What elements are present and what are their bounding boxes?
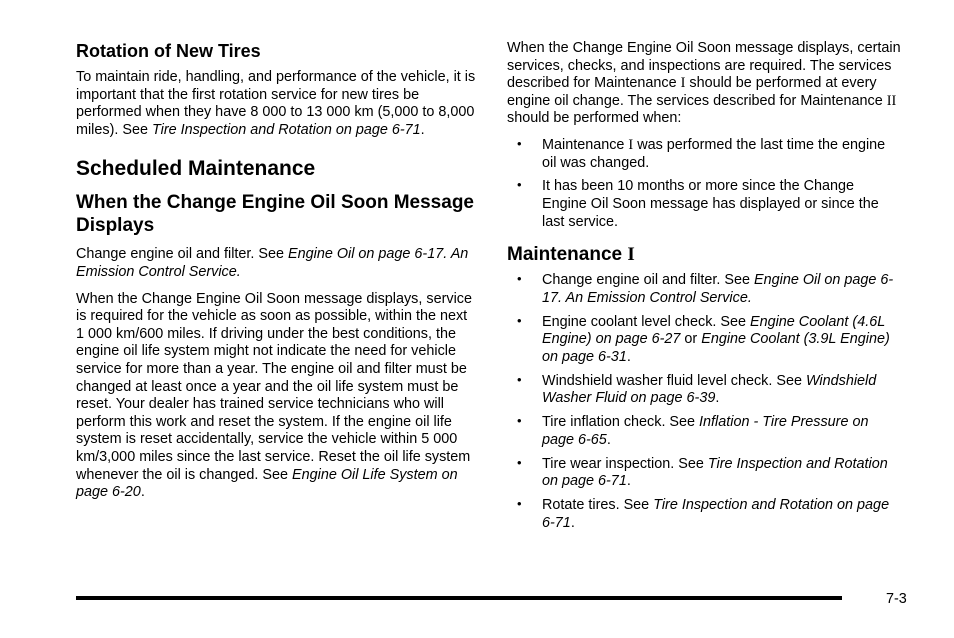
bullet-icon: • — [517, 312, 522, 328]
item-end: . — [570, 514, 575, 531]
bullet-icon: • — [517, 177, 522, 193]
list-item — [507, 314, 902, 367]
intro-c: should be performed when: — [507, 110, 682, 127]
maintenance-1-list — [507, 272, 902, 532]
bullet-icon: • — [517, 496, 522, 512]
list-item — [507, 497, 902, 532]
maintenance-1-heading — [507, 243, 902, 266]
rotation-ref-link[interactable]: Tire Inspection and Rotation on page 6-71 — [151, 121, 421, 138]
list-item — [507, 272, 902, 307]
list-item — [507, 178, 902, 231]
item-mid: or — [680, 331, 702, 348]
bullet-icon: • — [517, 454, 522, 470]
condition-text-b: was performed the last time the engine oil was changed. — [542, 136, 886, 171]
bullet-icon: • — [517, 271, 522, 287]
intro-a: When the Change Engine Oil Soon message displays, certain services, checks, and inspections are required. The services described for Maintenance — [507, 40, 901, 92]
oil-soon-p2 — [76, 291, 476, 502]
oil-soon-p1 — [76, 246, 476, 281]
rotation-body: To maintain ride, handling, and performance of the vehicle, it is important that the first rotation service for new tires be performed when they have 8 000 to 13 000 km (5,000 to 8,000 miles). See — [76, 69, 476, 138]
bullet-icon: • — [517, 135, 522, 151]
condition-text: It has been 10 months or more since the Change Engine Oil Soon message has displayed or since the last service. — [542, 178, 879, 230]
coolant-39-ref-link[interactable]: Engine Coolant (3.9L Engine) on page 6-31 — [542, 331, 890, 365]
item-text: Tire inflation check. See — [542, 414, 700, 431]
bullet-icon: • — [517, 413, 522, 429]
tire-pressure-ref-link[interactable]: Inflation - Tire Pressure on page 6-65 — [542, 414, 869, 448]
item-end: . — [606, 431, 611, 448]
oil-life-ref-link[interactable]: Engine Oil Life System on page 6-20 — [76, 466, 458, 501]
rotation-paragraph — [76, 69, 476, 139]
list-item — [507, 414, 902, 449]
rotation-heading: Rotation of New Tires — [76, 41, 261, 61]
oil-soon-p2-end: . — [140, 484, 145, 501]
bullet-icon: • — [517, 371, 522, 387]
washer-fluid-ref-link[interactable]: Windshield Washer Fluid on page 6-39 — [542, 372, 877, 407]
engine-oil-ref-link[interactable]: Engine Oil on page 6-17. An Emission Control Service. — [542, 272, 894, 306]
item-text: Rotate tires. See — [542, 497, 654, 514]
item-text: Engine coolant level check. See — [542, 313, 750, 330]
intro-roman-1: I — [680, 75, 686, 92]
intro-paragraph — [507, 40, 902, 128]
coolant-46-ref-link[interactable]: Engine Coolant (4.6L Engine) on page 6-27 — [542, 313, 885, 348]
oil-soon-heading: When the Change Engine Oil Soon Message Displays — [76, 192, 474, 237]
item-text: Windshield washer fluid level check. See — [542, 372, 806, 389]
list-item — [507, 373, 902, 408]
section-title: Scheduled Maintenance — [76, 157, 316, 181]
item-end: . — [715, 390, 720, 407]
engine-oil-ref-link[interactable]: Engine Oil on page 6-17. An Emission Control Service. — [76, 246, 469, 280]
condition-roman: I — [628, 136, 634, 153]
maintenance-1-roman: I — [627, 244, 635, 266]
rotation-end: . — [420, 121, 425, 138]
page-number: 7-3 — [886, 591, 907, 607]
intro-b: should be performed at every engine oil change. The services described for Maintenance — [507, 75, 887, 109]
maintenance-1-label: Maintenance — [507, 244, 628, 266]
conditions-list — [507, 137, 902, 231]
tire-rotation-ref-link[interactable]: Tire Inspection and Rotation on page 6-71 — [542, 497, 890, 531]
item-text: Change engine oil and filter. See — [542, 272, 755, 289]
item-text: Tire wear inspection. See — [542, 455, 708, 472]
intro-roman-2: II — [886, 92, 897, 109]
list-item — [507, 137, 902, 172]
right-column — [507, 40, 902, 539]
tire-rotation-ref-link[interactable]: Tire Inspection and Rotation on page 6-71 — [542, 455, 888, 490]
condition-text: Maintenance — [542, 136, 629, 153]
oil-soon-p1-text: Change engine oil and filter. See — [76, 246, 289, 263]
item-end: . — [626, 473, 631, 490]
footer-rule — [76, 596, 842, 600]
list-item — [507, 456, 902, 491]
item-end: . — [626, 348, 631, 365]
left-column — [76, 40, 476, 511]
oil-soon-p2-text: When the Change Engine Oil Soon message displays, service is required for the vehicle as soon as possible, within the next 1 000 km/600 miles. If driving under the best conditions, the engine oil life system might not indicate the need for vehicle service for more than a year. The engine oil and filter must be changed at least once a year and the oil life system must be reset. Your dealer has trained service technicians who will perform this work and reset the system. If the engine oil life system is reset accidentally, service the vehicle within 5 000 km/3,000 miles since the last service. Reset the oil life system whenever the oil is changed. See — [76, 290, 472, 483]
